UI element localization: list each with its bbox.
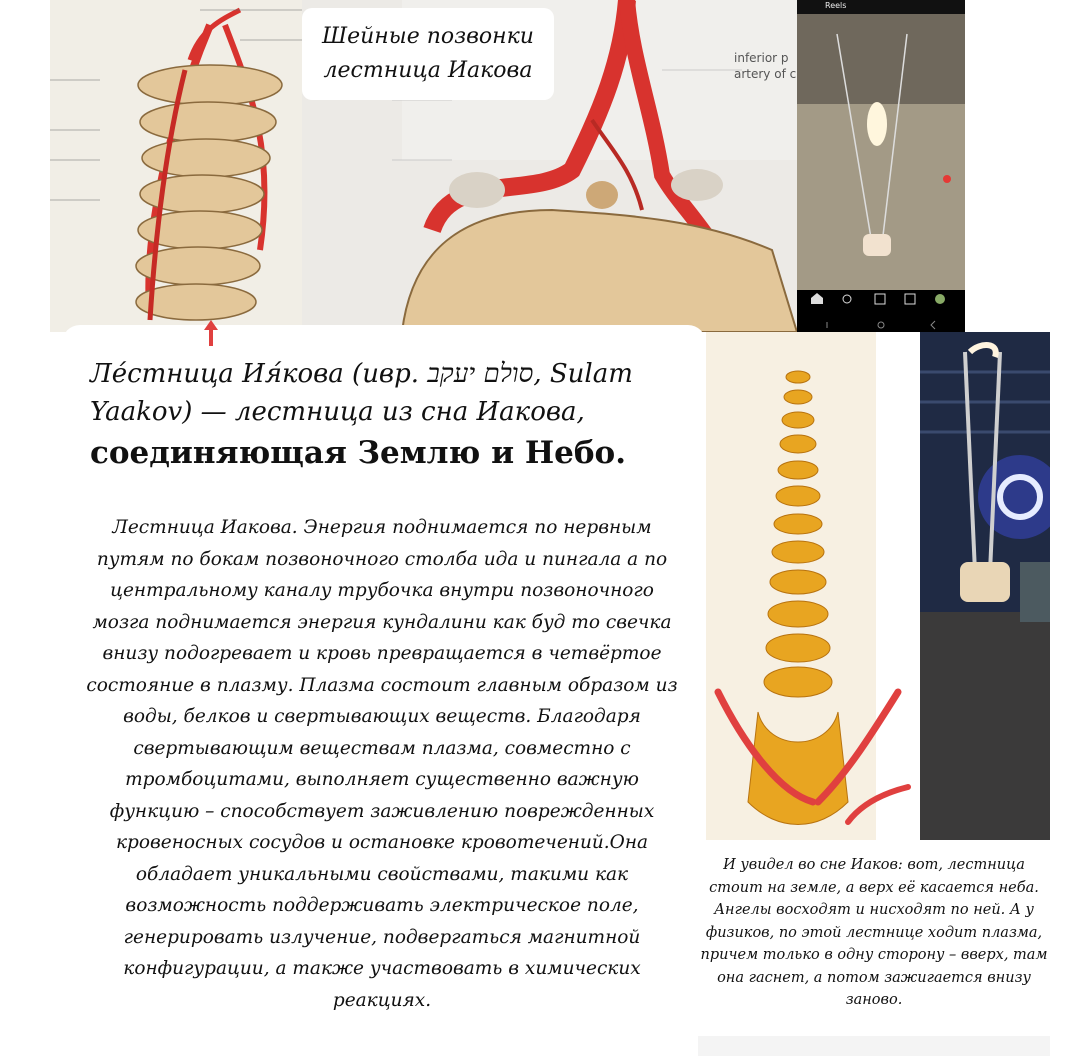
glowing-spine-image — [698, 332, 920, 840]
spine-drawing — [698, 332, 920, 840]
cervical-spine-drawing — [50, 0, 302, 332]
phone-nav-bar — [797, 290, 965, 332]
inferior-label-2: artery of c — [734, 67, 797, 81]
title-line-1: Шейные позвонки — [322, 24, 534, 49]
side-caption-text: И увидел во сне Иаков: вот, лестница стоит на земле, а верх её касается неба. Ангелы восходят и нисходят по ней. А у физиков, по этой лестнице ходит плазма, причем только в одну сторону – вверх, там она гаснет, а потом зажигается внизу заново. — [700, 857, 1048, 1008]
like-icon — [943, 175, 951, 183]
reels-icon — [905, 294, 915, 304]
title-line-2: лестница Иакова — [323, 58, 533, 83]
body-paragraph: Лестница Иакова. Энергия поднимается по нервным путям по бокам позвоночного столба ида и пингала а по центральному каналу трубочка внутри позвоночного мозга поднимается энергия кундалини как буд то свечка внизу подогревает и кровь превращается в четвёртое состояние в плазму. Плазма состоит главным образом из воды, белков и свертывающих веществ. Благодаря свертывающим веществам плазма, совместно с тромбоцитами, выполняет существенно важную функцию – способствует заживлению поврежденных кровеносных сосудов и остановке кровотечений.Она обладает уникальными свойствами, такими как возможность поддерживать электрическое поле, генерировать излучение, подвергаться магнитной конфигурации, а также участвовать в химических реакциях. — [86, 517, 678, 1011]
plasma-device-photo — [920, 332, 1050, 840]
phone-status-bar — [797, 0, 965, 14]
add-icon — [875, 294, 885, 304]
profile-icon — [935, 294, 945, 304]
cervical-spine-illustration — [50, 0, 302, 332]
phone-reels-screenshot — [797, 0, 965, 332]
heading-card — [62, 325, 706, 500]
inferior-label-1: inferior p — [734, 51, 789, 65]
video-frame[interactable] — [797, 14, 965, 290]
title-banner — [302, 8, 554, 100]
body-text-card — [62, 500, 698, 1056]
home-icon — [811, 293, 823, 304]
side-caption-card — [694, 840, 1054, 1036]
plasma-device-drawing — [920, 332, 1050, 840]
heading-line-2: соединяющая Землю и Небо. — [90, 435, 627, 471]
plasma-video-drawing — [797, 14, 965, 290]
search-icon — [843, 295, 851, 303]
reels-tab[interactable]: Reels — [825, 1, 847, 10]
heading-line-1: Ле́стница Ия́кова (ивр. סולם יעקב, Sulam Yaakov) — лестница из сна Иакова, — [90, 359, 633, 427]
red-arrow-marker — [200, 318, 222, 348]
bottom-partial-panel — [698, 1036, 1050, 1056]
